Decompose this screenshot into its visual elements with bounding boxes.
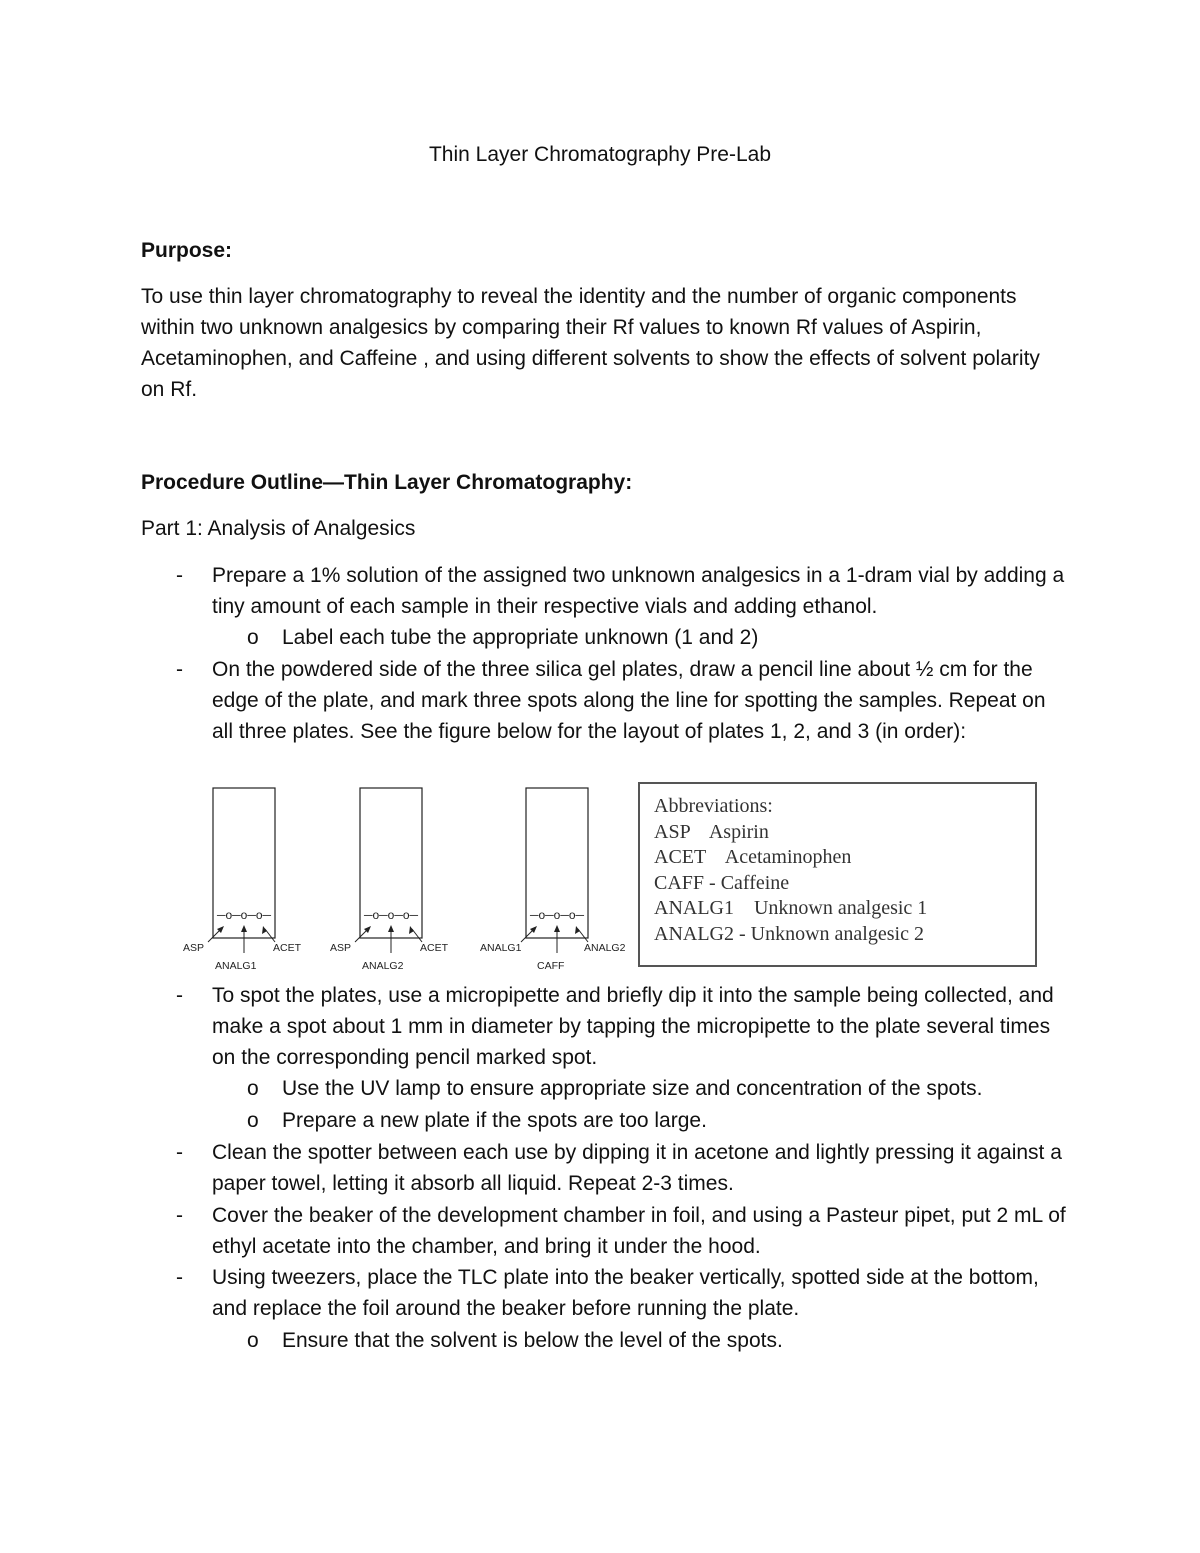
sub-bullet-text: Prepare a new plate if the spots are too large.: [282, 1109, 707, 1132]
plate-label-bottom: ANALG2: [362, 960, 404, 972]
bullet-text: Using tweezers, place the TLC plate into the beaker vertically, spotted side at the bottom, and replace the foil around the beaker before running the plate.: [212, 1266, 1039, 1320]
bullet-dash: -: [176, 1141, 183, 1164]
sub-bullet-marker: o: [247, 1109, 259, 1132]
sub-bullet-marker: o: [247, 1329, 259, 1352]
tlc-plate-3: [480, 788, 626, 972]
bullet-dash: -: [176, 1204, 183, 1227]
bullet-text: Prepare a 1% solution of the assigned two unknown analgesics in a 1-dram vial by adding a tiny amount of each sample in their respective vials and adding ethanol.: [212, 564, 1065, 618]
purpose-text: To use thin layer chromatography to reveal the identity and the number of organic components within two unknown analgesics by comparing their Rf values to known Rf values of Aspirin, Acetaminophen, and Caffeine , and using different solvents to show the effects of solvent polarity on Rf.: [141, 285, 1040, 401]
plate-label-right: ANALG2: [584, 942, 626, 954]
bullet-dash: -: [176, 658, 183, 681]
sub-bullet-text: Ensure that the solvent is below the level of the spots.: [282, 1329, 783, 1352]
plate-label-left: ANALG1: [480, 942, 522, 954]
abbreviations-box: [638, 782, 1037, 967]
spot-marks: ─o─o─o─: [529, 908, 585, 922]
bullet-text: Clean the spotter between each use by dipping it in acetone and lightly pressing it against a paper towel, letting it absorb all liquid. Repeat 2-3 times.: [212, 1141, 1062, 1195]
plate-label-right: ACET: [420, 942, 449, 954]
plate-label-left: ASP: [183, 942, 205, 954]
sub-bullet-marker: o: [247, 626, 259, 649]
plate-label-right: ACET: [273, 942, 302, 954]
purpose-heading: Purpose:: [141, 239, 233, 262]
sub-bullet-marker: o: [247, 1077, 259, 1100]
bullet-dash: -: [176, 564, 183, 587]
bullet-dash: -: [176, 984, 183, 1007]
part1-heading: Part 1: Analysis of Analgesics: [141, 517, 416, 540]
bullet-text: Cover the beaker of the development chamber in foil, and using a Pasteur pipet, put 2 mL of ethyl acetate into the chamber, and bring it under the hood.: [212, 1204, 1066, 1258]
bullet-text: On the powdered side of the three silica gel plates, draw a pencil line about ½ cm for the edge of the plate, and mark three spots along the line for spotting the samples. Repeat on all three plates. See the figure below for the layout of plates 1, 2, and 3 (in order):: [212, 658, 1046, 743]
page-title: Thin Layer Chromatography Pre-Lab: [428, 143, 771, 166]
sub-bullet-text: Use the UV lamp to ensure appropriate size and concentration of the spots.: [282, 1077, 983, 1100]
abbreviation-row: ASP Aspirin: [654, 820, 769, 843]
spot-marks: ─o─o─o─: [363, 908, 419, 922]
plate-label-bottom: ANALG1: [215, 960, 257, 972]
abbreviation-row: ANALG1 Unknown analgesic 1: [654, 897, 928, 919]
sub-bullet-text: Label each tube the appropriate unknown (1 and 2): [282, 626, 759, 649]
bullet-dash: -: [176, 1266, 183, 1289]
abbreviations-heading: Abbreviations:: [654, 795, 773, 817]
abbreviation-row: ACET Acetaminophen: [654, 846, 852, 868]
procedure-heading: Procedure Outline—Thin Layer Chromatography:: [141, 471, 633, 494]
bullet-text: To spot the plates, use a micropipette and briefly dip it into the sample being collected, and make a spot about 1 mm in diameter by tapping the micropipette to the plate several times on the corresponding pencil marked spot.: [212, 984, 1054, 1069]
plate-label-left: ASP: [330, 942, 352, 954]
tlc-plate-1: [183, 788, 302, 972]
tlc-plate-2: [330, 788, 449, 972]
abbreviation-row: ANALG2 - Unknown analgesic 2: [654, 922, 924, 945]
abbreviation-row: CAFF - Caffeine: [654, 871, 790, 894]
plate-label-bottom: CAFF: [537, 960, 565, 972]
spot-marks: ─o─o─o─: [216, 908, 272, 922]
